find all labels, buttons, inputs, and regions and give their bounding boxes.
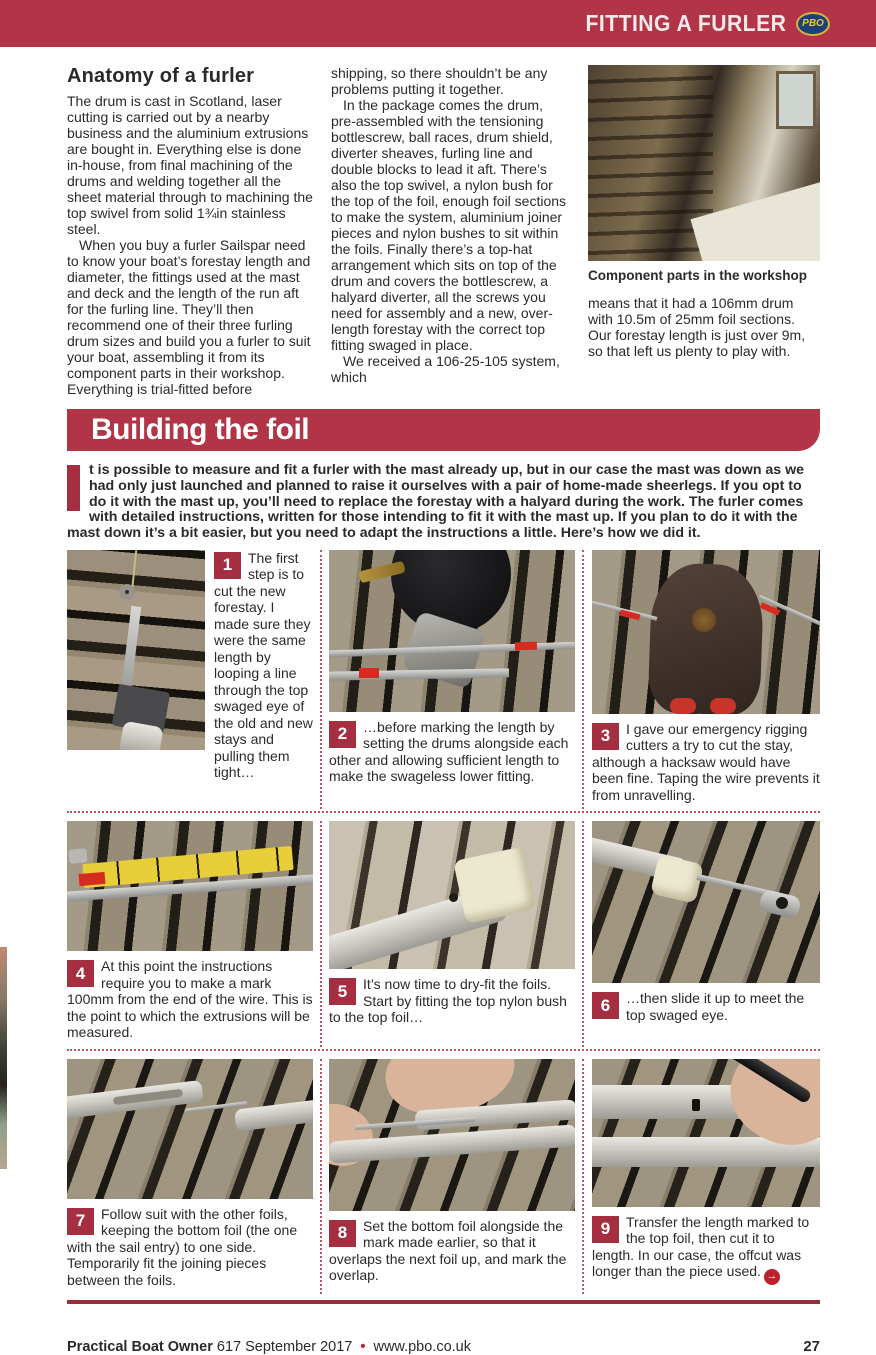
dotted-divider (67, 811, 820, 813)
step-caption (67, 1206, 313, 1289)
step-5-photo (329, 821, 575, 969)
anatomy-paragraph: When you buy a furler Sailspar need to know your boat’s forestay length and diameter, the fittings used at the mast and deck and the length of the run aft for the furling line. They’ll then recommend one of their three furling drum sizes and build you a furler to suit your boat, assembling it from its component parts in their workshop. Everything is trial-fitted before (67, 237, 311, 397)
step-caption (67, 958, 313, 1041)
rigging-cutters-graphic (647, 562, 764, 714)
step-caption-text: At this point the instructions require you to make a mark 100mm from the end of the wire. This is the point to which the extrusions will be measured. (67, 958, 313, 1041)
step-number-badge: 4 (67, 960, 94, 987)
building-the-foil-banner (67, 409, 820, 451)
pen-mark-graphic (692, 1099, 700, 1111)
cut-wire-graphic (758, 595, 820, 630)
step-caption-text: Set the bottom foil alongside the mark made earlier, so that it overlaps the next foil up, and mark the overlap. (329, 1217, 567, 1284)
steps-row-3 (67, 1059, 820, 1295)
red-tape-mark-graphic (359, 668, 379, 678)
anatomy-paragraph: In the package comes the drum, pre-assembled with the tensioning bottlescrew, ball races, drum shield, diverter sheaves, furling line and double blocks to lead it aft. There’s also the top swivel, a nylon bush for the top of the foil, enough foil sections to make the system, aluminium joiner pieces and nylon bushes to sit within the foils. Finally there’s a top-hat arrangement which sits on top of the drum and covers the bottlescrew, a halyard diverter, all the screws you need for assembly and a new, over-length forestay with the correct top fitting swaged in place. (330, 97, 567, 353)
section-intro (67, 463, 820, 542)
adjacent-page-edge (0, 947, 7, 1169)
dotted-divider (67, 1049, 820, 1051)
step-1-cell (67, 550, 322, 810)
step-caption (592, 990, 820, 1023)
step-number-badge: 1 (214, 552, 241, 579)
step-1-photo (67, 550, 205, 750)
anatomy-paragraph: means that it had a 106mm drum with 10.5m of 25mm foil sections. Our forestay length is just over 9m, so that left us plenty to play with. (588, 295, 806, 359)
step-number-badge: 2 (329, 721, 356, 748)
step-9-photo (592, 1059, 820, 1207)
page-footer (67, 1338, 820, 1355)
footer-bullet: • (360, 1339, 366, 1355)
cutter-handle-graphic (670, 698, 696, 714)
step-caption (592, 1214, 820, 1285)
step-caption-text: …before marking the length by setting the drums alongside each other and allowing sufficient length to make the swageless lower fitting. (329, 718, 569, 785)
step-7-photo (67, 1059, 313, 1199)
anatomy-column-3 (588, 65, 820, 397)
magazine-name: Practical Boat Owner (67, 1339, 213, 1355)
step-3-photo (592, 550, 820, 714)
step-number-badge: 3 (592, 723, 619, 750)
step-9-cell (584, 1059, 820, 1295)
step-number-badge: 6 (592, 992, 619, 1019)
anatomy-article (67, 65, 820, 397)
step-number-badge: 5 (329, 978, 356, 1005)
anatomy-column-1 (67, 65, 314, 397)
page-header-title: FITTING A FURLER (585, 10, 786, 36)
page-number: 27 (803, 1338, 820, 1355)
step-number-badge: 7 (67, 1208, 94, 1235)
footer-credit (67, 1339, 471, 1355)
step-8-photo (329, 1059, 575, 1211)
step-2-photo (329, 550, 575, 712)
step-4-photo (67, 821, 313, 951)
workshop-window-graphic (776, 71, 816, 129)
step-8-cell (322, 1059, 584, 1295)
steps-row-1 (67, 550, 820, 810)
step-caption (329, 976, 575, 1026)
pbo-logo: PBO (796, 12, 830, 36)
step-2-cell (322, 550, 584, 810)
swaged-eye-graphic (119, 584, 135, 600)
cutter-handle-graphic (710, 698, 736, 714)
footer-website: www.pbo.co.uk (373, 1339, 471, 1355)
anatomy-paragraph: shipping, so there shouldn’t be any problems putting it together. (330, 65, 548, 97)
cutter-bolt-graphic (692, 608, 716, 632)
anatomy-column-2 (331, 65, 570, 397)
step-caption (592, 721, 820, 804)
step-caption-text: …then slide it up to meet the top swaged eye. (626, 990, 805, 1023)
bottlescrew-graphic (329, 668, 509, 680)
step-6-cell (584, 821, 820, 1047)
nylon-bush-graphic (453, 847, 537, 925)
step-caption (214, 550, 313, 781)
step-caption-text: Follow suit with the other foils, keeping the bottom foil (the one with the sail entry) to one side. Temporarily fit the joining pieces between the foils. (67, 1205, 298, 1288)
step-7-cell (67, 1059, 322, 1295)
step-caption (329, 719, 575, 785)
step-caption-text: It’s now time to dry-fit the foils. Start by fitting the top nylon bush to the top foil… (329, 976, 567, 1026)
step-3-cell (584, 550, 820, 810)
anatomy-paragraph: The drum is cast in Scotland, laser cutting is carried out by a nearby business and the aluminium extrusions are bought in. Everything else is done in-house, from final machining of the drums and welding together all the sheet material through to machining the top swivel from solid 1¾in stainless steel. (67, 93, 313, 237)
step-caption (329, 1218, 575, 1284)
step-caption-text: I gave our emergency rigging cutters a try to cut the stay, although a hacksaw would have been fine. Taping the wire prevents it from unravelling. (592, 720, 820, 803)
steps-row-2 (67, 821, 820, 1047)
red-tape-mark-graphic (515, 642, 537, 651)
anatomy-paragraph: We received a 106-25-105 system, which (330, 353, 560, 385)
dropcap-i: I (67, 465, 80, 511)
continued-arrow-icon: → (764, 1269, 780, 1285)
step-number-badge: 8 (329, 1220, 356, 1247)
anatomy-heading: Anatomy of a furler (67, 65, 255, 87)
section-intro-text: t is possible to measure and fit a furler with the mast already up, but in our case the mast was down as we had only just launched and planned to raise it ourselves with a pair of home-made sheerlegs. If you opt to do it with the mast up, you’ll need to replace the forestay with a halyard during the work. The furler comes with detailed instructions, written for those intending to fit it with the mast up. If you plan to do it with the mast down it’s a bit easier, but you need to adapt the instructions a little. Here’s how we did it. (67, 462, 805, 542)
step-5-cell (322, 821, 584, 1047)
section-title: Building the foil (91, 413, 310, 446)
tape-hook-graphic (68, 849, 87, 865)
step-number-badge: 9 (592, 1216, 619, 1243)
workshop-photo-caption: Component parts in the workshop (588, 268, 808, 283)
issue-info: 617 September 2017 (216, 1339, 353, 1355)
page-header-banner (0, 0, 876, 47)
step-caption-text: Transfer the length marked to the top foil, then cut it to length. In our case, the offcut was longer than the piece used. (592, 1213, 810, 1280)
step-6-photo (592, 821, 820, 983)
step-4-cell (67, 821, 322, 1047)
workshop-photo (588, 65, 820, 261)
bottom-rule (67, 1300, 820, 1304)
step-caption-text: The first step is to cut the new forestay. I made sure they were the same length by looping a line through the top swaged eye of the old and new stays and pulling them tight… (214, 549, 313, 781)
